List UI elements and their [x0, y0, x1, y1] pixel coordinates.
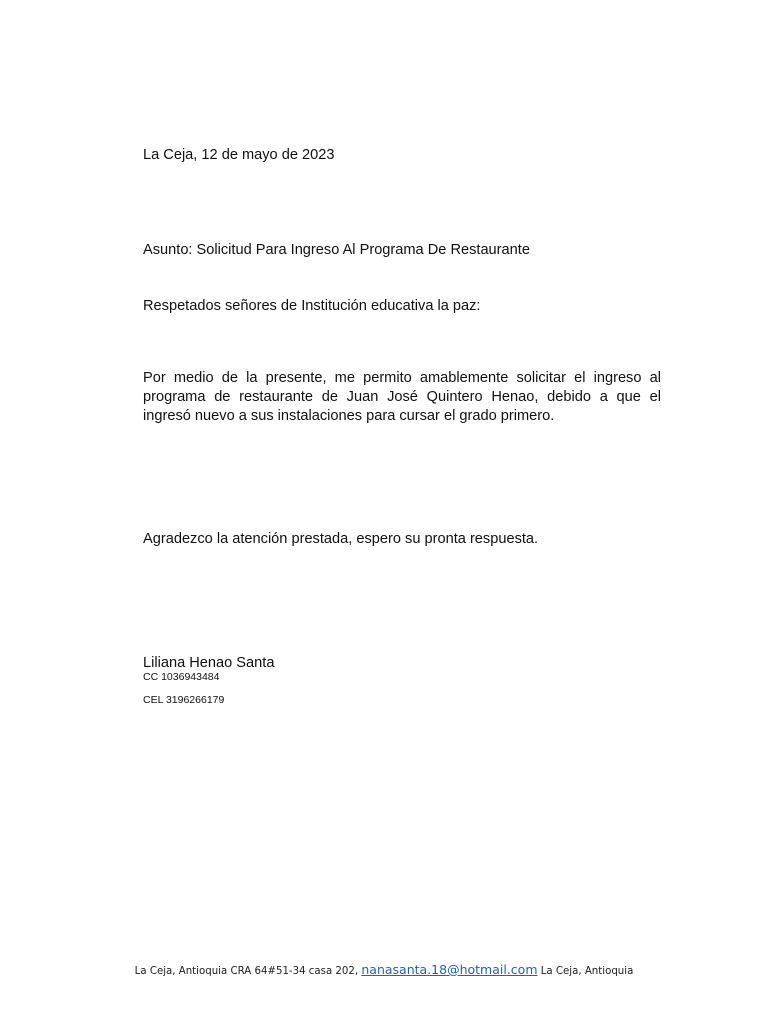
signer-name: Liliana Henao Santa: [143, 655, 275, 671]
signer-cc: CC 1036943484: [143, 671, 220, 683]
letter-closing: Agradezco la atención prestada, espero su pronta respuesta.: [143, 531, 539, 547]
page-footer: [0, 962, 768, 980]
footer-address: La Ceja, Antioquia CRA 64#51-34 casa 202,: [134, 966, 359, 977]
letter-subject: Asunto: Solicitud Para Ingreso Al Programa De Restaurante: [143, 242, 530, 258]
letter-date: La Ceja, 12 de mayo de 2023: [143, 147, 335, 163]
letter-body: Por medio de la presente, me permito amablemente solicitar el ingreso al programa de restaurante de Juan José Quintero Henao, debido a que el ingresó nuevo a sus instalaciones para cursar el grado primero.: [143, 370, 661, 424]
signer-cel: CEL 3196266179: [143, 694, 225, 706]
footer-email-link[interactable]: nanasanta.18@hotmail.com: [361, 962, 538, 977]
footer-city: La Ceja, Antioquia: [540, 966, 634, 977]
letter-greeting: Respetados señores de Institución educativa la paz:: [143, 298, 481, 314]
